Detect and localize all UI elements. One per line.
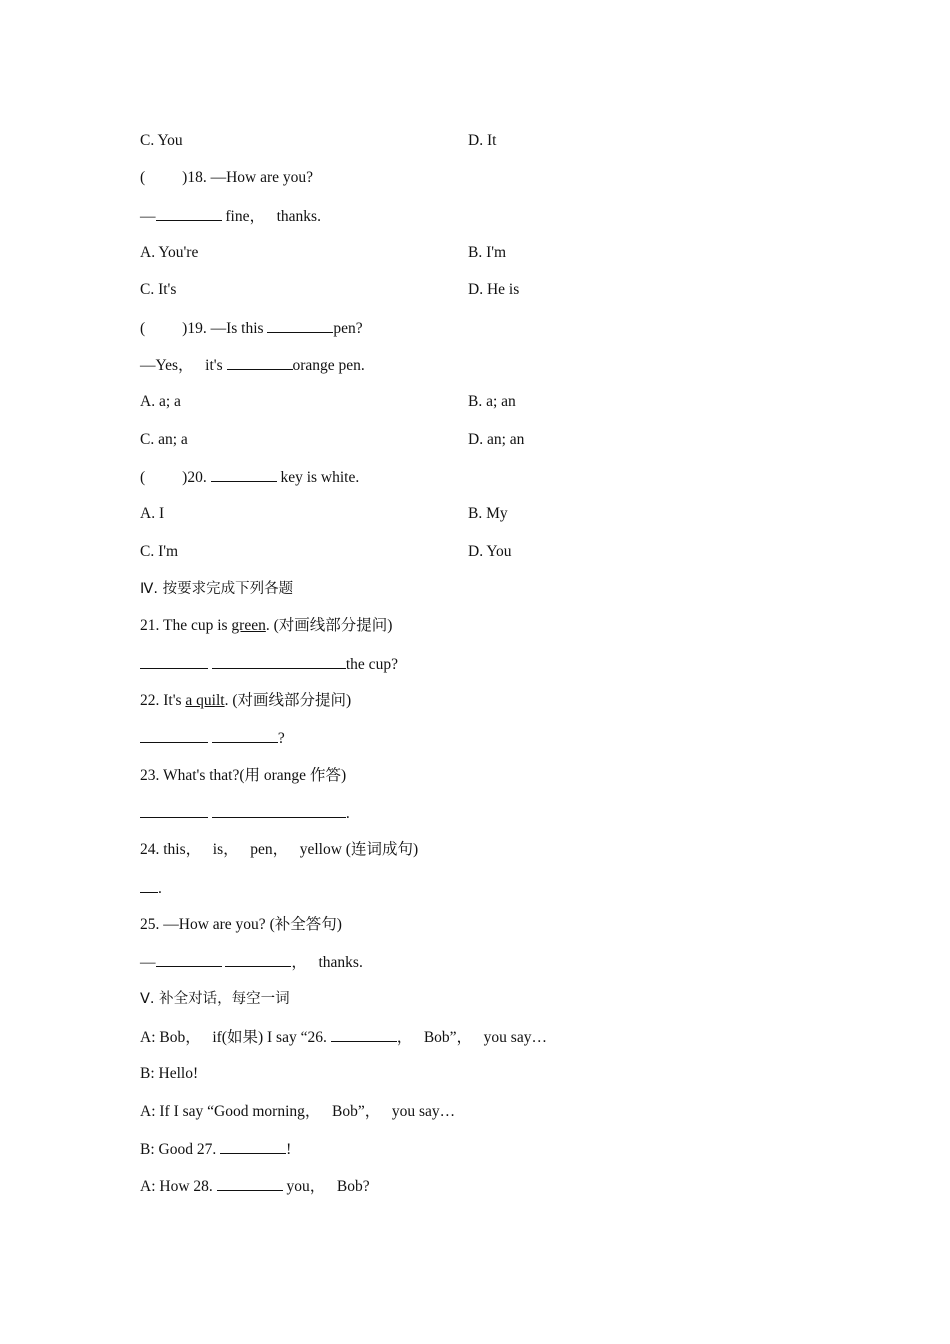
q19-question-b: pen? [333,320,363,337]
blank[interactable] [212,654,346,669]
q18-option-c: C. It's [140,281,177,298]
q21-underlined: green [231,617,266,634]
blank[interactable] [225,952,291,967]
q18-stem [140,168,313,188]
blank[interactable] [140,654,208,669]
blank[interactable] [156,952,222,967]
q19-option-b: B. a; an [468,393,516,410]
q17-option-d: D. It [468,132,497,149]
blank[interactable] [227,355,293,370]
q19-stem [140,318,363,339]
q20-option-b: B. My [468,505,508,522]
q23-answer-end: . [345,805,350,822]
blank[interactable] [212,728,278,743]
q20-option-c: C. I'm [140,543,179,560]
blank[interactable] [212,803,346,818]
q20-question-b: key is white. [276,469,360,486]
blank-27[interactable] [220,1139,286,1154]
q22-answer-end: ? [277,730,285,747]
answer-paren: ( [140,320,146,337]
q22-text-b: . (对画线部分提问) [224,692,352,709]
dialogue-line-1 [140,1027,547,1048]
answer-paren: ( [140,469,146,486]
dialogue-line-5-a: A: How 28. [140,1178,217,1195]
section-5-heading: Ⅴ. 补全对话，每空一词 [140,991,290,1007]
q19-question-a: )19. —Is this [182,320,268,337]
q18-option-b: B. I'm [468,244,507,261]
q19-response [140,355,365,376]
dialogue-line-5-b: you， Bob? [282,1178,370,1195]
blank-26[interactable] [331,1027,397,1042]
q21-answer-end: the cup? [345,656,398,673]
dialogue-line-1-b: ， Bob”， you say… [396,1029,547,1046]
q21-text-a: 21. The cup is [140,617,232,634]
q22-text-a: 22. It's [140,692,186,709]
dialogue-line-2: B: Hello! [140,1065,199,1082]
dialogue-line-1-a: A: Bob， if(如果) I say “26. [140,1029,331,1046]
q18-question: )18. —How are you? [182,169,314,186]
blank-28[interactable] [217,1176,283,1191]
q22-underlined: a quilt [185,692,225,709]
q20-option-a: A. I [140,505,165,522]
dialogue-line-3: A: If I say “Good morning， Bob”， you say… [140,1103,456,1120]
dialogue-line-4 [140,1139,291,1160]
q23-stem: 23. What's that?(用 orange 作答) [140,767,347,784]
q22-stem [140,691,351,711]
blank[interactable] [140,728,208,743]
q25-answer-end: ， thanks. [291,954,363,971]
q21-stem [140,616,392,636]
dash: — [140,954,156,971]
q18-option-d: D. He is [468,281,520,298]
q20-option-d: D. You [468,543,512,560]
q17-option-c: C. You [140,132,183,149]
q22-answer [140,728,285,749]
q18-response [140,206,321,227]
blank[interactable] [211,467,277,482]
dialogue-line-4-a: B: Good 27. [140,1141,221,1158]
q18-response-text: fine， thanks. [221,208,321,225]
q24-stem: 24. this， is， pen， yellow (连词成句) [140,841,419,858]
dialogue-line-5 [140,1176,370,1197]
blank[interactable] [267,318,333,333]
q19-option-c: C. an; a [140,431,188,448]
q25-stem: 25. —How are you? (补全答句) [140,916,342,933]
q20-question-a: )20. [182,469,211,486]
q21-text-b: . (对画线部分提问) [265,617,393,634]
dialogue-line-4-b: ! [286,1141,292,1158]
dash: — [140,208,156,225]
q19-response-b: orange pen. [292,357,365,374]
q23-answer [140,803,350,824]
blank[interactable] [140,878,158,893]
q19-option-a: A. a; a [140,393,181,410]
blank[interactable] [140,803,208,818]
q18-option-a: A. You're [140,244,199,261]
q19-option-d: D. an; an [468,431,525,448]
q19-response-a: —Yes， it's [140,357,227,374]
blank[interactable] [156,206,222,221]
q24-answer [140,878,162,899]
q25-answer [140,952,363,973]
q20-stem [140,467,359,488]
q21-answer [140,654,398,675]
q24-answer-end: . [158,880,162,897]
section-4-heading: Ⅳ. 按要求完成下列各题 [140,581,294,597]
answer-paren: ( [140,169,146,186]
